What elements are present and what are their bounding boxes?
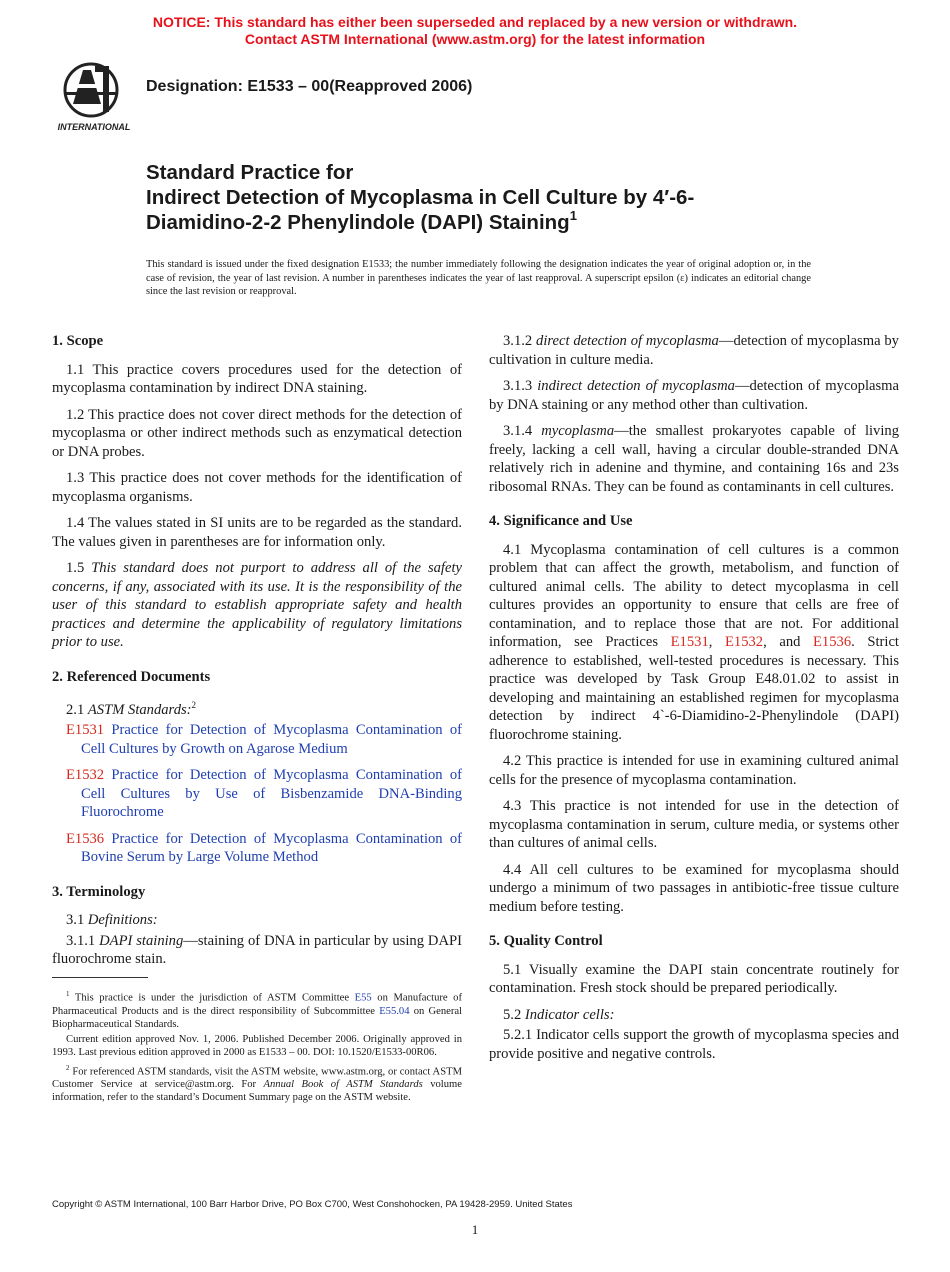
- paragraph-4-1: [489, 541, 899, 745]
- paragraph-5-2: [489, 1006, 899, 1025]
- separator: ,: [708, 634, 725, 650]
- page-number: 1: [471, 1222, 479, 1237]
- paragraph-5-2-1: 5.2.1 Indicator cells support the growth of mycoplasma species and provide positive and negative controls.: [489, 1027, 899, 1062]
- footnote-1: [52, 988, 462, 1031]
- paragraph-1-2: 1.2 This practice does not cover direct methods for the detection of mycoplasma or other indirect methods such as enzymatical detection or DNA probes.: [52, 406, 462, 460]
- paragraph-1-3: 1.3 This practice does not cover methods for the identification of mycoplasma organisms.: [52, 470, 462, 505]
- footnote-1-text-c: on General Biopharmaceutical Standards.: [52, 1005, 462, 1030]
- definition-indirect-detection: —detection of mycoplasma by DNA staining or any method other than cultivation.: [489, 378, 900, 413]
- link-e1531[interactable]: E1531: [670, 634, 709, 650]
- paragraph-1-5-number: 1.5: [66, 560, 92, 576]
- footnote-divider: [52, 977, 148, 978]
- reference-title-link[interactable]: Practice for Detection of Mycoplasma Contamination of Bovine Serum by Large Volume Method: [81, 830, 462, 866]
- paragraph-3-1: [52, 911, 462, 930]
- footnote-2: [52, 1062, 462, 1105]
- document-title: [146, 160, 866, 235]
- term-mycoplasma: mycoplasma: [541, 423, 615, 439]
- indicator-cells-label: Indicator cells:: [524, 1006, 615, 1023]
- issuance-statement: This standard is issued under the fixed designation E1533; the number immediately following the designation indicates the year of original adoption or, in the case of revision, the year of last revision. A number in parentheses indicates the year of last reapproval. A superscript epsilon (ε) indicates an editorial change since the last revision or reapproval.: [146, 259, 811, 297]
- paragraph-3-1-2-number: 3.1.2: [503, 333, 537, 349]
- footnote-1-text-a: This practice is under the jurisdiction of ASTM Committee: [69, 992, 355, 1004]
- footnote-1-text-b: on Manufacture of Pharmaceutical Products and is the direct responsibility of Subcommittee: [52, 992, 463, 1017]
- reference-e1531: [52, 721, 462, 758]
- reference-code-link[interactable]: E1531: [66, 722, 105, 739]
- footnote-2-mark: 2: [66, 1063, 70, 1072]
- notice-line-2: Contact ASTM International (www.astm.org) for the latest information: [244, 31, 706, 47]
- definition-dapi-staining: —staining of DNA in particular by using DAPI fluorochrome stain.: [52, 932, 462, 968]
- section-heading-significance: 4. Significance and Use: [489, 513, 633, 529]
- section-heading-terminology: 3. Terminology: [52, 883, 146, 900]
- title-line-3: [146, 210, 866, 235]
- term-dapi-staining: DAPI staining: [99, 932, 184, 949]
- footnote-2-text-a: For referenced ASTM standards, visit the ASTM website, www.astm.org, or contact ASTM Customer Service at service@astm.org. For: [52, 1066, 462, 1091]
- paragraph-4-3: 4.3 This practice is not intended for use in the detection of mycoplasma contamination in serum, culture media, or systems other than cultures of animal cells.: [489, 798, 899, 851]
- separator: , and: [763, 634, 814, 650]
- reference-code-link[interactable]: E1532: [66, 767, 105, 784]
- paragraph-1-5: [52, 559, 462, 652]
- paragraph-1-4: 1.4 The values stated in SI units are to be regarded as the standard. The values given in parentheses are for information only.: [52, 515, 462, 550]
- title-line-3-text: Diamidino-2-2 Phenylindole (DAPI) Staining: [146, 211, 570, 234]
- paragraph-4-2: 4.2 This practice is intended for use in examining cultured animal cells for the presence of mycoplasma contamination.: [489, 753, 899, 788]
- paragraph-3-1-number: 3.1: [66, 912, 88, 929]
- paragraph-4-4: 4.4 All cell cultures to be examined for mycoplasma should undergo a minimum of two passages in antibiotic-free tissue culture medium before testing.: [489, 861, 899, 915]
- section-heading-quality-control: 5. Quality Control: [489, 933, 603, 949]
- annual-book-title: Annual Book of ASTM Standards: [263, 1079, 423, 1091]
- section-heading-referenced-documents: 2. Referenced Documents: [52, 668, 211, 685]
- definition-direct-detection: —detection of mycoplasma by cultivation in culture media.: [489, 333, 899, 368]
- reference-title-link[interactable]: Practice for Detection of Mycoplasma Contamination of Cell Cultures by Growth on Agarose Medium: [81, 722, 462, 757]
- paragraph-5-1: 5.1 Visually examine the DAPI stain concentrate routinely for contamination. Fresh stock should be prepared periodically.: [489, 961, 899, 996]
- footnote-2-text-b: volume information, refer to the standard’s Document Summary page on the ASTM website.: [52, 1079, 462, 1104]
- footnotes: [52, 988, 462, 1107]
- footnote-2-mark[interactable]: 2: [191, 700, 197, 710]
- footnote-1-edition: Current edition approved Nov. 1, 2006. Published December 2006. Originally approved in 1993. Last previous edition approved in 2000 as E1533 – 00. DOI: 10.1520/E1533-00R06.: [52, 1034, 462, 1059]
- title-footnote-mark[interactable]: 1: [569, 208, 577, 223]
- title-line-1: Standard Practice for: [146, 161, 354, 184]
- section-heading-scope: 1. Scope: [52, 333, 104, 349]
- paragraph-4-1-text-b: . Strict adherence to established, well-tested procedures is necessary. This practice was developed by Task Group E48.01.02 to assist in developing and maintaining an established regimen for mycoplasma detection by indirect 4`-6-Diamidino-2-Phenylindole (DAPI) fluorochrome staining.: [489, 634, 899, 743]
- paragraph-3-1-1-number: 3.1.1: [66, 932, 100, 949]
- paragraph-3-1-1: [52, 932, 462, 969]
- paragraph-3-1-2: [489, 332, 899, 369]
- reference-code-link[interactable]: E1536: [66, 830, 105, 847]
- paragraph-4-1-text-a: 4.1 Mycoplasma contamination of cell cultures is a common problem that can affect the growth, metabolism, and function of cultured animal cells. The ability to detect mycoplasma in cell cultures provides an opportunity to ensure that cells are free of contamination, and to replace those that are not. For additional information, see Practices: [489, 541, 899, 650]
- paragraph-1-1: 1.1 This practice covers procedures used for the detection of mycoplasma contamination by indirect DNA staining.: [52, 361, 462, 396]
- paragraph-3-1-4-number: 3.1.4: [503, 423, 542, 439]
- paragraph-3-1-3-number: 3.1.3: [503, 378, 538, 394]
- paragraph-5-2-number: 5.2: [503, 1006, 525, 1023]
- definition-mycoplasma: —the smallest prokaryotes capable of living freely, lacking a cell wall, having a circular double-stranded DNA relatively rich in adenine and thymine, and containing 16s and 23s ribosomal RNAs. They can be found as contaminants in cell cultures.: [489, 423, 900, 495]
- reference-e1532: [52, 766, 462, 822]
- withdrawal-notice: [0, 14, 950, 48]
- footnote-1-mark: 1: [66, 990, 70, 998]
- safety-caveat: This standard does not purport to address all of the safety concerns, if any, associated with its use. It is the responsibility of the user of this standard to establish appropriate safety and health practices and determine the applicability of regulatory limitations prior to use.: [52, 560, 462, 650]
- left-column: [52, 332, 462, 977]
- reference-title-link[interactable]: Practice for Detection of Mycoplasma Contamination of Cell Cultures by Use of Bisbenzamide DNA-Binding Fluorochrome: [81, 767, 462, 821]
- copyright: Copyright © ASTM International, 100 Barr Harbor Drive, PO Box C700, West Conshohocken, PA 19428-2959. United States: [52, 1199, 573, 1210]
- subcommittee-link-e55-04[interactable]: E55.04: [379, 1005, 410, 1017]
- paragraph-2-1-number: 2.1: [66, 701, 88, 718]
- astm-standards-label: ASTM Standards:: [87, 701, 192, 718]
- link-e1536[interactable]: E1536: [813, 634, 852, 650]
- reference-e1536: [52, 830, 462, 867]
- right-column: [489, 332, 899, 1071]
- paragraph-2-1: [52, 696, 462, 719]
- link-e1532[interactable]: E1532: [725, 634, 764, 650]
- paragraph-3-1-3: [489, 377, 899, 414]
- notice-line-1: NOTICE: This standard has either been superseded and replaced by a new version or withdrawn.: [152, 14, 798, 30]
- term-direct-detection: direct detection of mycoplasma: [536, 333, 719, 349]
- definitions-label: Definitions:: [87, 912, 158, 929]
- paragraph-3-1-4: [489, 422, 899, 496]
- logo-wordmark: INTERNATIONAL: [57, 122, 131, 132]
- term-indirect-detection: indirect detection of mycoplasma: [537, 378, 735, 394]
- astm-logo: [53, 56, 135, 134]
- designation: Designation: E1533 – 00(Reapproved 2006): [146, 78, 473, 95]
- committee-link-e55[interactable]: E55: [354, 992, 372, 1004]
- title-line-2: Indirect Detection of Mycoplasma in Cell Culture by 4′-6-: [146, 186, 695, 209]
